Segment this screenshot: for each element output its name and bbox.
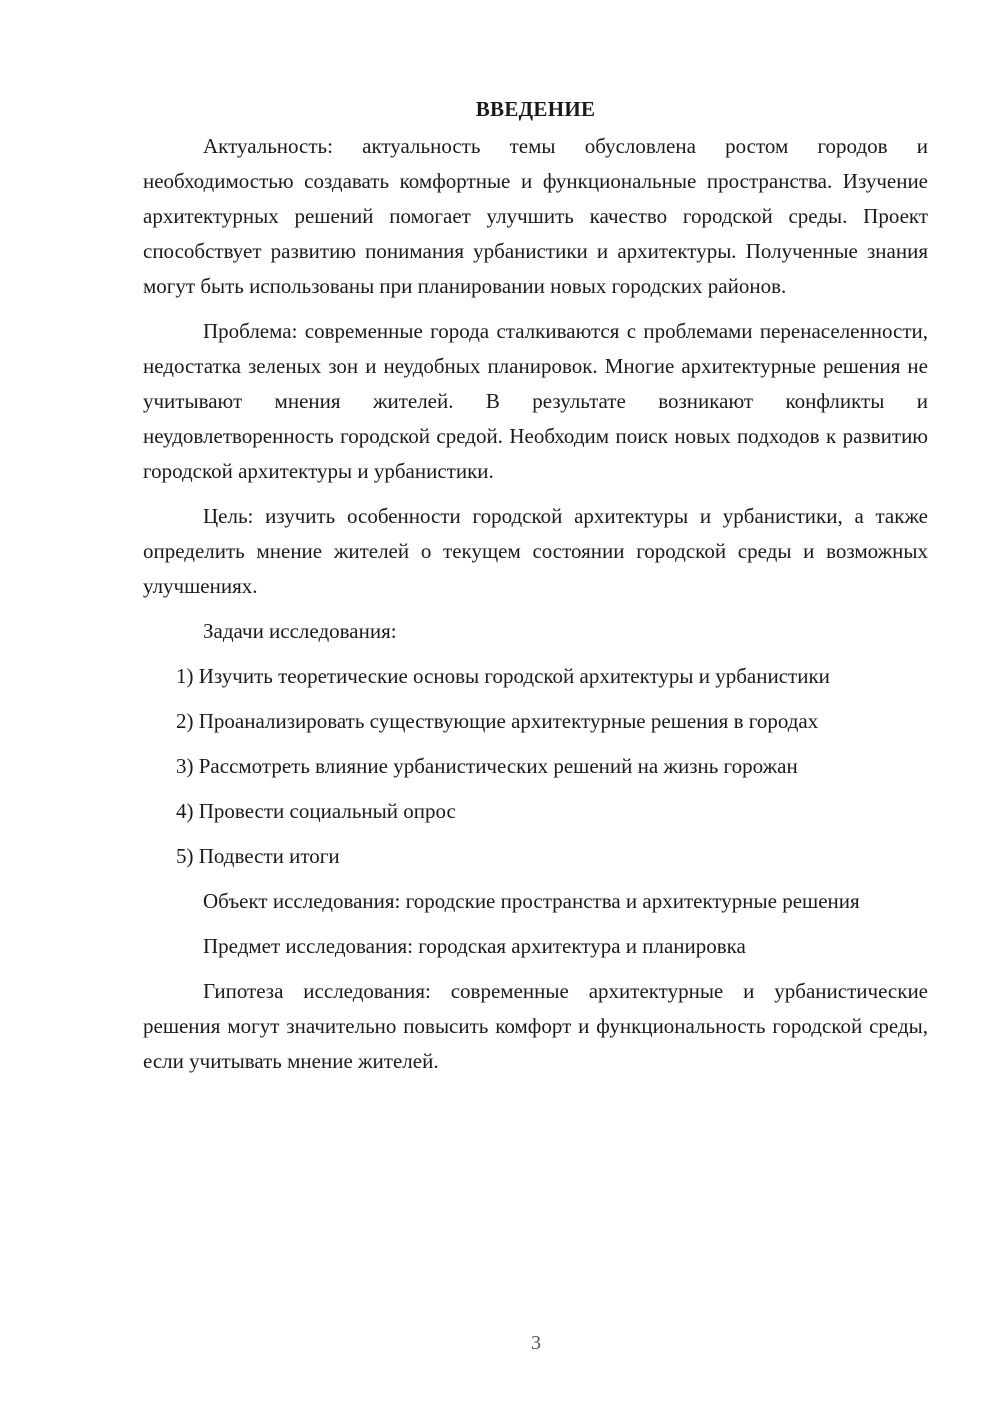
paragraph-problem: Проблема: современные города сталкиваются с проблемами перенаселенности, недостатка зеленых зон и неудобных планировок. Многие архитектурные решения не учитывают мнения жителей. В результате возникают конфликты и неудовлетворенность городской средой. Необходим поиск новых подходов к развитию городской архитектуры и урбанистики. — [143, 319, 928, 483]
paragraph-goal: Цель: изучить особенности городской архитектуры и урбанистики, а также определить мнение жителей о текущем состоянии городской среды и возможных улучшениях. — [143, 504, 928, 598]
document-page — [143, 94, 928, 1089]
tasks-heading: Задачи исследования: — [203, 619, 397, 643]
list-item: 4) Провести социальный опрос — [176, 799, 456, 823]
task-list — [143, 659, 928, 874]
list-item: 5) Подвести итоги — [176, 844, 340, 868]
paragraph-subject: Предмет исследования: городская архитектура и планировка — [203, 934, 746, 958]
page-number: 3 — [531, 1332, 541, 1354]
paragraph-object: Объект исследования: городские пространства и архитектурные решения — [203, 889, 860, 913]
paragraph-hypothesis: Гипотеза исследования: современные архитектурные и урбанистические решения могут значительно повысить комфорт и функциональность городской среды, если учитывать мнение жителей. — [143, 979, 928, 1073]
list-item: 2) Проанализировать существующие архитектурные решения в городах — [176, 709, 819, 733]
list-item: 1) Изучить теоретические основы городской архитектуры и урбанистики — [176, 664, 830, 688]
section-title: ВВЕДЕНИЕ — [475, 97, 596, 121]
list-item: 3) Рассмотреть влияние урбанистических решений на жизнь горожан — [176, 754, 798, 778]
paragraph-relevance: Актуальность: актуальность темы обусловлена ростом городов и необходимостью создавать комфортные и функциональные пространства. Изучение архитектурных решений помогает улучшить качество городской среды. Проект способствует развитию понимания урбанистики и архитектуры. Полученные знания могут быть использованы при планировании новых городских районов. — [143, 134, 928, 298]
